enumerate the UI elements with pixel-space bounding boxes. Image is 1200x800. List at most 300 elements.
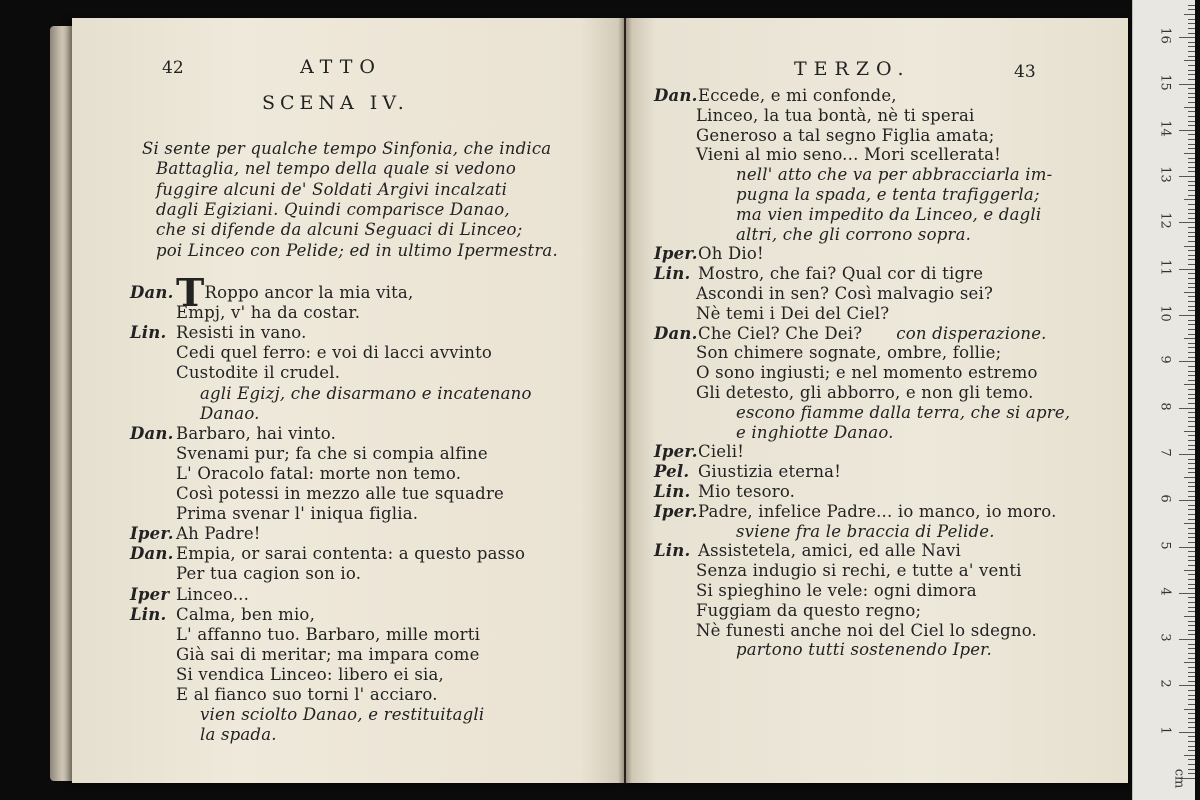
ruler-tick (1188, 125, 1195, 126)
stage-direction-line: dagli Egiziani. Quindi comparisce Danao, (156, 199, 510, 219)
dialogue-line (654, 324, 1047, 344)
ruler-tick (1188, 79, 1195, 80)
ruler-tick (1188, 486, 1195, 487)
ruler-tick (1179, 315, 1195, 316)
ruler-tick (1188, 227, 1195, 228)
ruler-tick (1188, 167, 1195, 168)
stage-direction-text: altri, che gli corrono sopra. (736, 224, 972, 244)
ruler-tick (1188, 255, 1195, 256)
stage-direction-text: ma vien impedito da Linceo, e dagli (736, 204, 1042, 224)
ruler-tick (1188, 653, 1195, 654)
stage-direction-text: vien sciolto Danao, e restituitagli (200, 705, 485, 725)
ruler-tick (1188, 46, 1195, 47)
dialogue-line (654, 264, 983, 284)
ruler-tick (1188, 741, 1195, 742)
ruler-tick (1188, 746, 1195, 747)
ruler-tick (1188, 579, 1195, 580)
dialogue-line (176, 303, 360, 323)
ruler-tick (1188, 9, 1195, 10)
dialogue-line (130, 424, 336, 444)
ruler-tick (1188, 672, 1195, 673)
ruler-tick (1188, 704, 1195, 705)
ruler-tick (1188, 162, 1195, 163)
speaker-label: Iper. (130, 524, 174, 544)
ruler-tick (1188, 357, 1195, 358)
ruler-number: 11 (1157, 258, 1173, 276)
open-book (50, 18, 1080, 783)
ruler-tick (1188, 676, 1195, 677)
verse-text: Così potessi in mezzo alle tue squadre (176, 484, 504, 503)
speaker-label: Dan. (654, 323, 698, 343)
ruler-tick (1188, 584, 1195, 585)
dialogue-line (696, 581, 977, 601)
ruler-tick (1188, 278, 1195, 279)
dialogue-line (696, 145, 1001, 165)
ruler-tick (1188, 259, 1195, 260)
ruler-tick (1184, 431, 1195, 432)
ruler-tick (1188, 681, 1195, 682)
ruler-tick (1188, 88, 1195, 89)
verse-text: Calma, ben mio, (176, 604, 316, 624)
verse-text: Nè temi i Dei del Ciel? (696, 303, 890, 323)
book-gutter (618, 18, 632, 783)
ruler-tick (1188, 33, 1195, 34)
ruler-tick (1188, 736, 1195, 737)
ruler-tick (1188, 445, 1195, 446)
dialogue-line (736, 225, 971, 245)
dialogue-line (130, 524, 261, 544)
ruler-tick (1188, 648, 1195, 649)
dialogue-line (696, 561, 1022, 581)
stage-direction-line: poi Linceo con Pelide; ed in ultimo Ipermestra. (156, 240, 558, 260)
ruler-tick (1188, 51, 1195, 52)
ruler-tick (1179, 176, 1195, 177)
speaker-label: Dan. (130, 544, 174, 564)
ruler-tick (1188, 597, 1195, 598)
ruler-tick (1184, 477, 1195, 478)
verse-text: Son chimere sognate, ombre, follie; (696, 343, 1002, 363)
ruler-tick (1184, 338, 1195, 339)
dialogue-line (176, 484, 504, 504)
ruler-tick (1188, 250, 1195, 251)
dialogue-line (696, 126, 995, 146)
verse-text: Che Ciel? Che Dei? (698, 323, 863, 343)
ruler-tick (1179, 454, 1195, 455)
verse-text: Vieni al mio seno... Mori scellerata! (696, 145, 1002, 165)
scene-title: SCENA IV. (262, 92, 409, 114)
ruler-tick (1188, 301, 1195, 302)
ruler-tick (1188, 195, 1195, 196)
verse-text: L' affanno tuo. Barbaro, mille morti (176, 624, 481, 644)
ruler-tick (1188, 509, 1195, 510)
speaker-label: Lin. (130, 604, 167, 624)
ruler-number: 14 (1157, 120, 1173, 137)
ruler-tick (1188, 699, 1195, 700)
dialogue-line (176, 504, 418, 524)
ruler-number: 10 (1157, 305, 1173, 322)
ruler-tick (1188, 421, 1195, 422)
verse-text: Svenami pur; fa che si compia alfine (176, 443, 488, 463)
verse-text: Nè funesti anche noi del Ciel lo sdegno. (696, 620, 1037, 640)
ruler-unit-label: cm (1171, 768, 1187, 789)
ruler-tick (1188, 533, 1195, 534)
verse-text: Ascondi in sen? Così malvagio sei? (696, 284, 994, 303)
verse-text: Assistetela, amici, ed alle Navi (698, 541, 962, 561)
ruler-tick (1188, 607, 1195, 608)
stage-direction-text: nell' atto che va per abbracciarla im- (736, 165, 1053, 185)
ruler-number: 1 (1157, 726, 1173, 735)
ruler-tick (1188, 496, 1195, 497)
ruler-number: 5 (1157, 540, 1173, 550)
dialogue-line (696, 621, 1037, 641)
verse-text: Mio tesoro. (698, 482, 796, 501)
dialogue-line (736, 205, 1041, 225)
dialogue-line (654, 462, 841, 482)
dialogue-line (736, 522, 995, 542)
ruler-tick (1188, 528, 1195, 529)
verse-text: Già sai di meritar; ma impara come (176, 644, 480, 664)
ruler-tick (1188, 542, 1195, 543)
ruler-tick (1184, 616, 1195, 617)
dialogue-line (696, 284, 993, 304)
dialogue-line (200, 404, 260, 424)
dialogue-line (736, 640, 992, 660)
ruler-tick (1188, 139, 1195, 140)
ruler-tick (1188, 324, 1195, 325)
ruler-tick (1179, 361, 1195, 362)
dialogue-line (130, 585, 249, 605)
ruler-tick (1188, 602, 1195, 603)
dialogue-line (736, 423, 894, 443)
ruler-tick (1188, 70, 1195, 71)
ruler-tick (1188, 574, 1195, 575)
ruler-tick (1179, 732, 1195, 733)
verse-text: Linceo, la tua bontà, nè ti sperai (696, 105, 975, 125)
ruler-tick (1188, 556, 1195, 557)
ruler-number: 16 (1157, 27, 1173, 44)
stage-direction-line: che si difende da alcuni Seguaci di Linceo; (156, 220, 523, 240)
ruler-tick (1188, 209, 1195, 210)
running-head: ATTO (300, 56, 382, 78)
speaker-label: Dan. (654, 86, 698, 105)
ruler-tick (1188, 148, 1195, 149)
ruler-tick (1184, 246, 1195, 247)
verse-text: O sono ingiusti; e nel momento estremo (696, 363, 1038, 383)
ruler-tick (1188, 537, 1195, 538)
verse-text: Cieli! (698, 442, 745, 462)
stage-direction-text: sviene fra le braccia di Pelide. (736, 521, 995, 541)
verse-text: E al fianco suo torni l' acciaro. (176, 685, 438, 704)
stage-direction-text: partono tutti sostenendo Iper. (736, 640, 992, 660)
ruler-tick (1188, 56, 1195, 57)
ruler-number: 9 (1157, 355, 1173, 364)
dialogue-line (696, 304, 889, 324)
verse-text: Ah Padre! (176, 524, 261, 544)
verse-text: L' Oracolo fatal: morte non temo. (176, 463, 462, 483)
verse-text: Barbaro, hai vinto. (176, 423, 337, 443)
ruler-tick (1188, 371, 1195, 372)
verse-text: Generoso a tal segno Figlia amata; (696, 125, 995, 145)
ruler-tick (1188, 634, 1195, 635)
left-page (72, 18, 624, 783)
dialogue-line (654, 244, 764, 264)
ruler-tick (1188, 334, 1195, 335)
verse-text: Eccede, e mi confonde, (698, 86, 897, 105)
ruler-tick (1188, 690, 1195, 691)
ruler-tick (1188, 611, 1195, 612)
speaker-label: Lin. (130, 323, 167, 343)
ruler-tick (1188, 440, 1195, 441)
ruler-tick (1184, 523, 1195, 524)
dialogue-line (200, 725, 277, 745)
ruler-tick (1188, 718, 1195, 719)
ruler-tick (1188, 769, 1195, 770)
verse-text: Custodite il crudel. (176, 363, 341, 383)
stage-direction-line: fuggire alcuni de' Soldati Argivi incalzati (156, 179, 508, 199)
ruler-tick (1188, 514, 1195, 515)
ruler-tick (1188, 181, 1195, 182)
ruler-tick (1188, 773, 1195, 774)
verse-text: Senza indugio si rechi, e tutte a' venti (696, 561, 1022, 581)
page-number: 42 (162, 58, 184, 78)
dialogue-line (736, 403, 1070, 423)
ruler-number: 2 (1157, 679, 1173, 689)
ruler-tick (1188, 65, 1195, 66)
ruler-tick (1184, 292, 1195, 293)
ruler-tick (1188, 347, 1195, 348)
dialogue-line (696, 363, 1038, 383)
ruler-tick (1184, 709, 1195, 710)
ruler-tick (1184, 60, 1195, 61)
ruler-tick (1184, 199, 1195, 200)
ruler-tick (1188, 264, 1195, 265)
ruler-tick (1184, 14, 1195, 15)
ruler-tick (1188, 621, 1195, 622)
speaker-label: Iper. (654, 244, 698, 264)
dialogue-line (176, 363, 340, 383)
ruler-tick (1179, 639, 1195, 640)
ruler-tick (1179, 269, 1195, 270)
dialogue-line (176, 665, 444, 685)
ruler-tick (1188, 23, 1195, 24)
ruler-number: 7 (1157, 448, 1173, 457)
dialogue-line (200, 384, 532, 404)
dialogue-line (654, 86, 897, 106)
ruler-tick (1188, 750, 1195, 751)
verse-text: Per tua cagion son io. (176, 564, 362, 584)
right-page (626, 18, 1128, 783)
ruler-tick (1188, 366, 1195, 367)
dialogue-line (130, 544, 525, 564)
dialogue-line (176, 444, 488, 464)
running-head: TERZO. (794, 58, 911, 80)
ruler-tick (1188, 97, 1195, 98)
verse-text: Gli detesto, gli abborro, e non gli temo. (696, 383, 1034, 402)
ruler-tick (1188, 667, 1195, 668)
ruler-tick (1188, 204, 1195, 205)
ruler-tick (1188, 236, 1195, 237)
verse-text: Fuggiam da questo regno; (696, 600, 922, 620)
drop-cap: T (176, 270, 205, 315)
ruler-tick (1188, 394, 1195, 395)
ruler-tick (1188, 218, 1195, 219)
ruler-tick (1188, 102, 1195, 103)
ruler-tick (1188, 74, 1195, 75)
ruler-tick (1188, 505, 1195, 506)
ruler-number: 3 (1157, 633, 1173, 642)
dialogue-line (176, 645, 480, 665)
ruler-tick (1188, 459, 1195, 460)
ruler-tick (1188, 449, 1195, 450)
ruler-number: 6 (1157, 494, 1173, 503)
ruler-tick (1179, 37, 1195, 38)
ruler-tick (1179, 547, 1195, 548)
ruler-number: 13 (1157, 166, 1173, 183)
dialogue-line (736, 185, 1040, 205)
ruler-tick (1188, 426, 1195, 427)
ruler-number: 15 (1157, 73, 1173, 91)
ruler-tick (1179, 222, 1195, 223)
ruler-tick (1184, 107, 1195, 108)
ruler-tick (1188, 435, 1195, 436)
ruler-tick (1188, 472, 1195, 473)
ruler-tick (1188, 375, 1195, 376)
speaker-label: Dan. (130, 283, 174, 302)
ruler-tick (1188, 551, 1195, 552)
verse-text: Empj, v' ha da costar. (176, 303, 361, 323)
verse-text: Mostro, che fai? Qual cor di tigre (698, 264, 984, 284)
ruler-tick (1188, 403, 1195, 404)
ruler-tick (1188, 93, 1195, 94)
ruler-tick (1188, 565, 1195, 566)
ruler-tick (1188, 343, 1195, 344)
dialogue-line (696, 601, 921, 621)
ruler-tick (1188, 380, 1195, 381)
ruler-tick (1188, 287, 1195, 288)
dialogue-line (654, 442, 744, 462)
ruler-tick (1188, 722, 1195, 723)
ruler-tick (1188, 273, 1195, 274)
speaker-label: Pel. (654, 462, 690, 482)
measuring-ruler (1132, 0, 1195, 800)
ruler-tick (1188, 389, 1195, 390)
ruler-tick (1188, 398, 1195, 399)
ruler-tick (1188, 5, 1195, 6)
dialogue-line (200, 705, 484, 725)
ruler-tick (1188, 121, 1195, 122)
ruler-tick (1184, 662, 1195, 663)
ruler-tick (1188, 482, 1195, 483)
ruler-tick (1188, 158, 1195, 159)
verse-text: Padre, infelice Padre... io manco, io moro. (698, 501, 1057, 521)
stage-direction-text: la spada. (200, 725, 277, 745)
ruler-tick (1188, 658, 1195, 659)
ruler-tick (1188, 232, 1195, 233)
ruler-tick (1188, 116, 1195, 117)
ruler-tick (1188, 695, 1195, 696)
ruler-tick (1188, 185, 1195, 186)
ruler-tick (1179, 84, 1195, 85)
dialogue-line (654, 482, 795, 502)
ruler-tick (1188, 588, 1195, 589)
ruler-tick (1188, 519, 1195, 520)
speaker-label: Lin. (654, 264, 691, 284)
ruler-tick (1188, 713, 1195, 714)
ruler-tick (1188, 296, 1195, 297)
ruler-tick (1188, 560, 1195, 561)
ruler-tick (1188, 491, 1195, 492)
dialogue-line (176, 625, 480, 645)
ruler-number: 12 (1157, 212, 1173, 230)
verse-text: Empia, or sarai contenta: a questo passo (176, 544, 526, 564)
dialogue-line (696, 343, 1001, 363)
dialogue-line (130, 605, 315, 625)
ruler-tick (1184, 384, 1195, 385)
ruler-tick (1188, 625, 1195, 626)
ruler-tick (1188, 463, 1195, 464)
aside-direction: con disperazione. (896, 323, 1047, 343)
ruler-tick (1188, 19, 1195, 20)
speaker-label: Iper. (654, 442, 698, 462)
dialogue-line (654, 541, 961, 561)
verse-text: Linceo... (176, 584, 250, 604)
dialogue-line (176, 464, 461, 484)
stage-direction-text: pugna la spada, e tenta trafiggerla; (736, 185, 1040, 204)
dialogue-line (176, 685, 438, 705)
ruler-tick (1179, 593, 1195, 594)
speaker-label: Iper. (654, 501, 698, 521)
ruler-tick (1179, 130, 1195, 131)
page-number: 43 (1014, 62, 1036, 82)
dialogue-line (176, 343, 492, 363)
stage-direction-text: Danao. (200, 403, 260, 423)
ruler-tick (1188, 310, 1195, 311)
dialogue-line (130, 323, 307, 343)
stage-direction-text: escono fiamme dalla terra, che si apre, (736, 402, 1071, 422)
ruler-tick (1188, 144, 1195, 145)
verse-text: Resisti in vano. (176, 323, 307, 343)
ruler-tick (1188, 644, 1195, 645)
ruler-tick (1184, 570, 1195, 571)
ruler-tick (1188, 329, 1195, 330)
ruler-tick (1184, 153, 1195, 154)
speaker-label: Lin. (654, 482, 691, 501)
verse-text: Si spieghino le vele: ogni dimora (696, 581, 977, 600)
stage-direction-text: e inghiotte Danao. (736, 422, 894, 442)
ruler-tick (1188, 306, 1195, 307)
ruler-number: 8 (1157, 401, 1173, 411)
ruler-tick (1188, 111, 1195, 112)
dialogue-line (696, 383, 1034, 403)
dialogue-line (696, 106, 974, 126)
ruler-tick (1179, 408, 1195, 409)
speaker-label: Iper (130, 584, 170, 604)
dialogue-line (176, 564, 361, 584)
ruler-tick (1188, 630, 1195, 631)
ruler-tick (1184, 755, 1195, 756)
ruler-tick (1188, 759, 1195, 760)
ruler-tick (1179, 500, 1195, 501)
ruler-tick (1188, 727, 1195, 728)
ruler-tick (1188, 764, 1195, 765)
ruler-tick (1188, 134, 1195, 135)
ruler-tick (1188, 241, 1195, 242)
verse-text: Oh Dio! (698, 244, 764, 264)
ruler-tick (1188, 468, 1195, 469)
speaker-label: Lin. (654, 541, 691, 561)
ruler-tick (1188, 283, 1195, 284)
ruler-tick (1188, 28, 1195, 29)
